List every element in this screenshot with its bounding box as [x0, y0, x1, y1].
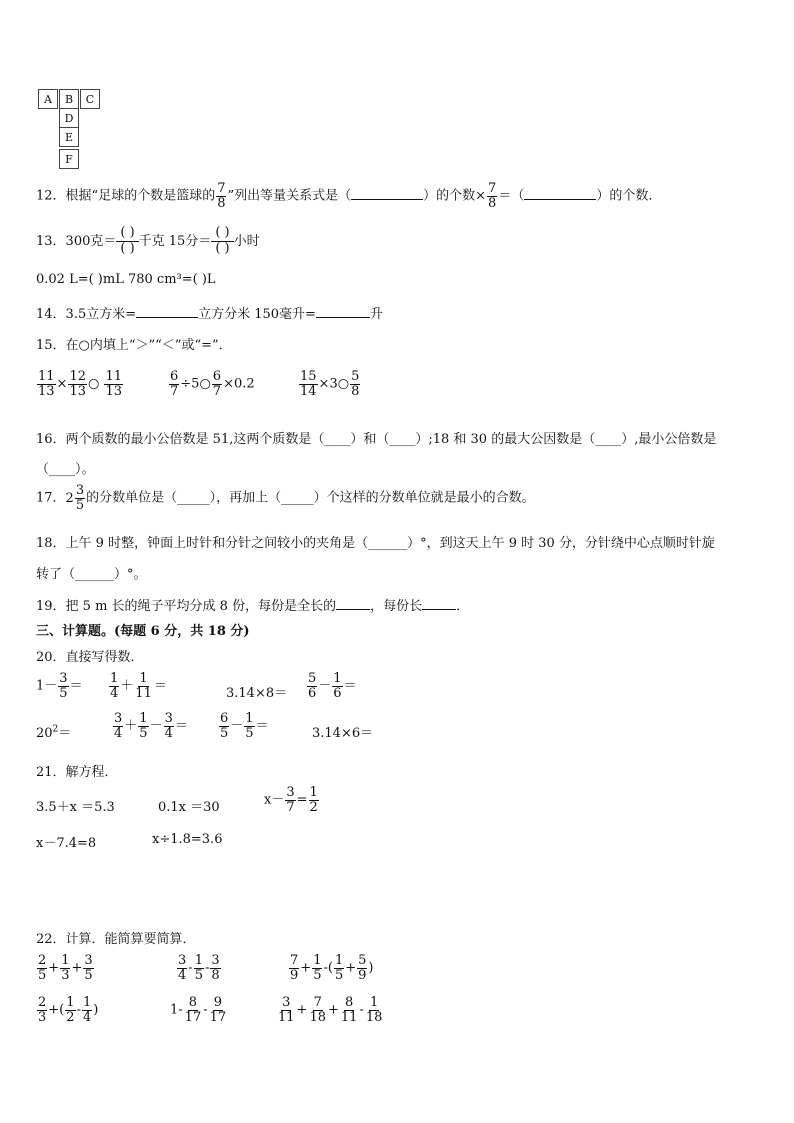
q14-text-a: 14．3.5立方米=: [36, 307, 137, 322]
q15-expression-3[interactable]: $\frac{15}{14}$ ×3○ $\frac{5}{8}$: [300, 369, 360, 399]
q17-mixed-number: 2 $\frac{3}{5}$: [65, 483, 85, 513]
q20-row-1-item-4[interactable]: $\frac{5}{6}$ － $\frac{1}{6}$ ＝: [308, 671, 357, 701]
section-3-heading: 三、计算题。(每题 6 分，共 18 分): [36, 624, 250, 639]
q21-equation-5[interactable]: x÷1.8=3.6: [152, 832, 223, 847]
q19-blank-1[interactable]: [336, 609, 370, 610]
q12-blank-2[interactable]: [524, 199, 596, 200]
q14-text-c: 升: [369, 307, 383, 322]
q20-row-1-item-2[interactable]: $\frac{1}{4}$ ＋ $\frac{1}{11}$ ＝: [110, 671, 167, 701]
q13-text-a: 13．300克＝: [36, 233, 117, 249]
q19-blank-2[interactable]: [422, 609, 456, 610]
q22-expression-1[interactable]: $\frac{2}{5}$ + $\frac{1}{3}$ + $\frac{3}{5}$: [38, 953, 93, 983]
q14-blank-1[interactable]: [136, 317, 198, 318]
q13-text-b: 千克 15分＝: [138, 233, 212, 249]
net-cell-c: C: [80, 89, 100, 109]
question-18-line-1: 18．上午 9 时整，钟面上时针和分针之间较小的夹角是（______）°，到这天上午 9 时 30 分，分针绕中心点顺时针旋: [36, 536, 715, 551]
q13-text-c: 小时: [233, 233, 260, 249]
q20-row-2-item-1[interactable]: $20^2=$: [36, 724, 72, 741]
q13-fraction-2[interactable]: ( ) ( ): [211, 226, 233, 257]
question-21-title: 21．解方程．: [36, 765, 118, 780]
net-cell-b: B: [59, 89, 79, 109]
question-17: 17． 2 $\frac{3}{5}$ 的分数单位是（_____），再加上（_____）个这样的分数单位就是最小的合数。: [36, 483, 535, 513]
q12-text-a: 12．根据“足球的个数是篮球的: [36, 188, 216, 204]
question-15-title: 15．在○内填上“＞”“＜”或“=”．: [36, 338, 232, 353]
q12-text-e: ）的个数．: [596, 188, 662, 204]
q22-expression-2[interactable]: $\frac{3}{4}$ - $\frac{1}{5}$ - $\frac{3}{8}$: [178, 953, 220, 983]
q20-row-2-item-4[interactable]: 3.14×6＝: [312, 726, 374, 741]
q15-expression-1[interactable]: $\frac{11}{13}$ × $\frac{12}{13}$ ○ $\frac{11}{13}$: [38, 369, 123, 399]
q20-row-2-item-3[interactable]: $\frac{6}{5}$ － $\frac{1}{5}$ ＝: [220, 711, 269, 741]
q13-fraction-1[interactable]: ( ) ( ): [116, 226, 138, 257]
q12-text-d: ＝（: [498, 188, 525, 204]
q21-equation-4[interactable]: x－7.4=8: [36, 836, 97, 851]
q14-text-b: 立方分米 150毫升=: [198, 307, 316, 322]
question-20-title: 20．直接写得数．: [36, 650, 144, 665]
q22-expression-4[interactable]: $\frac{2}{3}$ +( $\frac{1}{2}$ - $\frac{1}{4}$ ): [38, 995, 99, 1025]
q20-row-2-item-2[interactable]: $\frac{3}{4}$ ＋ $\frac{1}{5}$ － $\frac{3}{4}$ ＝: [114, 711, 188, 741]
question-22-title: 22．计算．能简算要简算．: [36, 932, 196, 947]
question-12: [36, 182, 661, 210]
q15-expression-2[interactable]: $\frac{6}{7}$ ÷5○ $\frac{6}{7}$ ×0.2: [170, 369, 255, 399]
question-19: 19．把 5 m 长的绳子平均分成 8 份，每份是全长的 ，每份长 ．: [36, 599, 470, 614]
q14-blank-2[interactable]: [316, 317, 370, 318]
q12-text-c: ）的个数×: [423, 188, 487, 204]
q22-expression-3[interactable]: $\frac{7}{9}$ + $\frac{1}{5}$ -( $\frac{1}{5}$ + $\frac{5}{9}$ ): [290, 953, 374, 983]
net-cell-d: D: [59, 108, 79, 128]
q21-equation-2[interactable]: 0.1x ＝30: [158, 800, 220, 815]
q12-fraction-2: $\frac{7}{8}$: [488, 181, 497, 211]
q12-fraction: $\frac{7}{8}$: [217, 181, 226, 211]
question-14: [36, 303, 383, 322]
net-cell-a: A: [38, 89, 58, 109]
net-cell-e: E: [59, 127, 79, 147]
q21-equation-3[interactable]: x－ $\frac{3}{7}$ = $\frac{1}{2}$: [264, 785, 318, 815]
question-13-part-2: 0.02 L=( )mL 780 cm³=( )L: [36, 272, 216, 287]
q20-row-1-item-1[interactable]: 1－ $\frac{3}{5}$ ＝: [36, 671, 83, 701]
q21-equation-1[interactable]: 3.5＋x ＝5.3: [36, 800, 115, 815]
question-16-line-1: 16．两个质数的最小公倍数是 51,这两个质数是（____）和（____）;18 和 30 的最大公因数是（____）,最小公倍数是: [36, 432, 717, 447]
q12-text-b: ”列出等量关系式是（: [227, 188, 352, 204]
q22-expression-6[interactable]: $\frac{3}{11}$ + $\frac{7}{18}$ + $\frac{8}{11}$ - $\frac{1}{18}$: [278, 995, 383, 1025]
q22-expression-5[interactable]: 1- $\frac{8}{17}$ - $\frac{9}{17}$: [170, 995, 227, 1025]
question-13: [36, 226, 260, 257]
q20-row-1-item-3[interactable]: 3.14×8＝: [226, 686, 288, 701]
q12-blank-1[interactable]: [351, 199, 423, 200]
net-cell-f: F: [59, 149, 79, 169]
question-16-line-2: （____）。: [36, 462, 95, 477]
question-18-line-2: 转了（______）°。: [36, 567, 147, 582]
